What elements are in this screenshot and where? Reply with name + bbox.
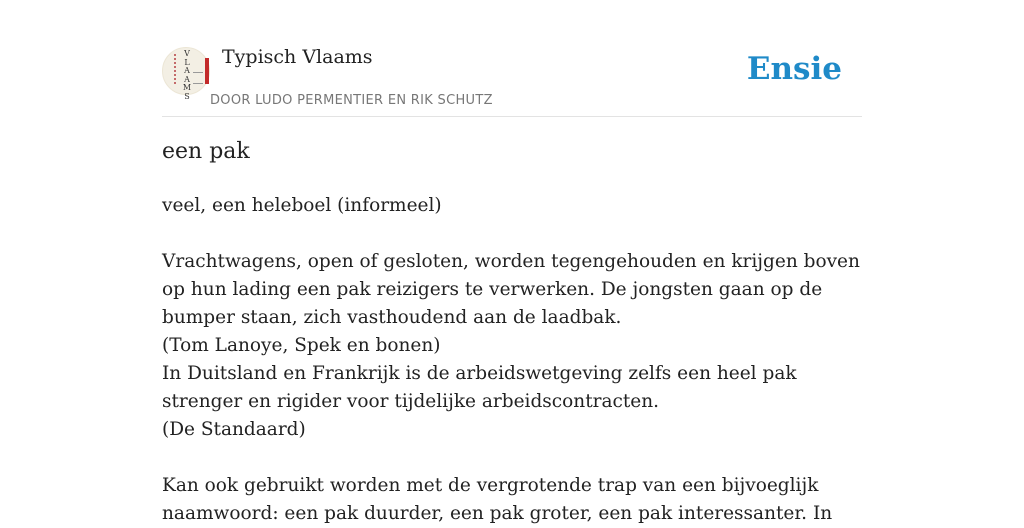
blog-byline: DOOR LUDO PERMENTIER EN RIK SCHUTZ: [210, 93, 493, 108]
avatar-red-stripe: [205, 58, 209, 84]
blog-title[interactable]: Typisch Vlaams: [222, 46, 373, 68]
brand-logo-link[interactable]: Ensie: [746, 51, 842, 87]
header: [162, 46, 862, 117]
avatar-decoration-dots: [174, 54, 179, 84]
paragraph-gap: [162, 220, 872, 248]
entry-note: Kan ook gebruikt worden met de vergrotende trap van een bijvoeglijk naamwoord: een pak duurder, een pak groter, een pak interessanter. In: [162, 475, 833, 524]
entry-quote: In Duitsland en Frankrijk is de arbeidswetgeving zelfs een heel pak strenger en rigider voor tijdelijke arbeidscontracten.: [162, 363, 797, 412]
entry-title: een pak: [162, 139, 250, 164]
avatar-decoration-lines: [193, 72, 203, 84]
blog-avatar[interactable]: [162, 47, 210, 101]
entry-body: [162, 192, 872, 528]
paragraph-gap: [162, 444, 872, 472]
entry-quote-source: (De Standaard): [162, 419, 306, 440]
entry-quote-source: (Tom Lanoye, Spek en bonen): [162, 335, 441, 356]
entry-definition: veel, een heleboel (informeel): [162, 195, 442, 216]
avatar-letters: V L A A M S: [182, 49, 192, 101]
entry-quote: Vrachtwagens, open of gesloten, worden tegengehouden en krijgen boven op hun lading een pak reizigers te verwerken. De jongsten gaan op de bumper staan, zich vasthoudend aan de laadbak.: [162, 251, 860, 328]
